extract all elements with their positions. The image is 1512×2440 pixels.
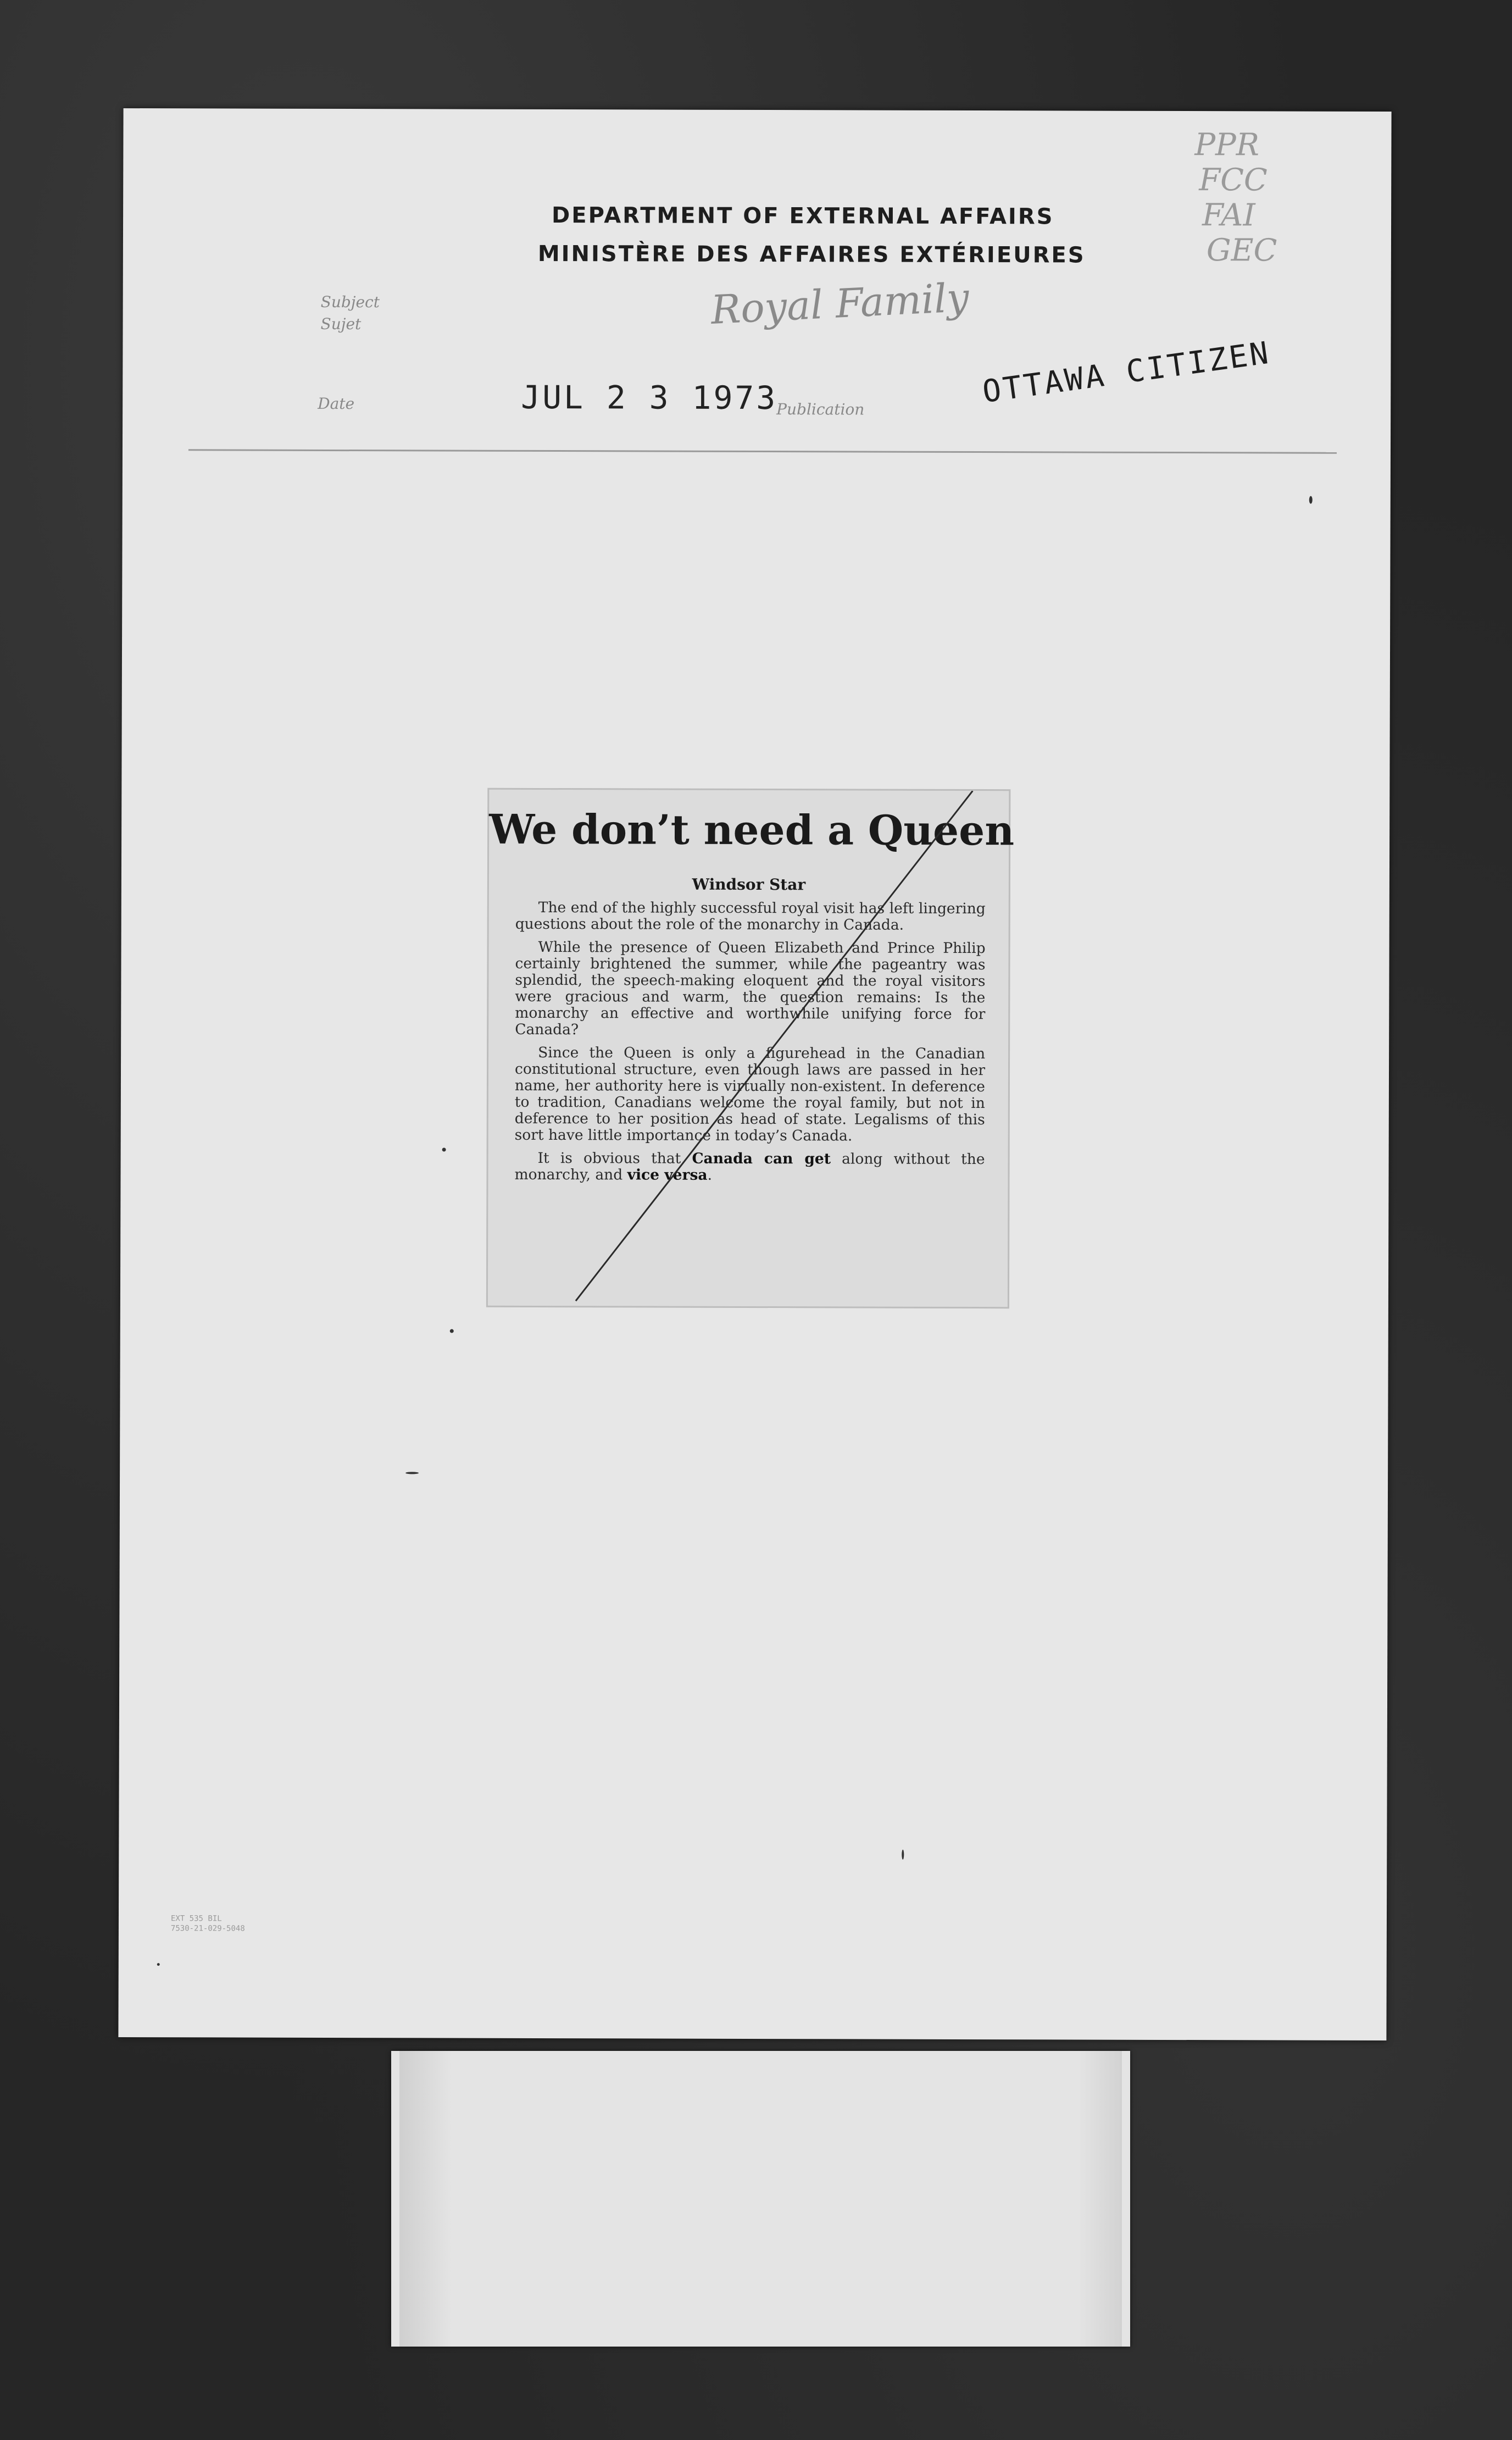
dust-speck [442,1148,446,1152]
department-title-english: DEPARTMENT OF EXTERNAL AFFAIRS [552,203,1054,230]
corner-note: FAI [1202,197,1255,234]
subject-label: Subject [320,292,380,312]
corner-note: FCC [1199,162,1268,198]
form-code-line: 7530-21-029-5048 [170,1924,245,1933]
publication-label: Publication [776,400,865,419]
clipping-paragraph: While the presence of Queen Elizabeth and Prince Philip certainly brightened the summer, while the pageantry was splendid, the speech-making eloquent and the royal visitors were gracious and warm, the question remains: Is the monarchy an effective and worthwhile unifying force for Canada? [515,938,986,1039]
handwritten-corner-notes [1194,127,1327,269]
dust-speck [1309,496,1313,504]
dust-speck [902,1850,904,1860]
clipping-paragraph: Since the Queen is only a figurehead in the Canadian constitutional structure, even though laws are passed in her name, her authority here is virtually non-existent. In deference to tradition, Canadians welcome the royal family, but not in deference to her position as head of state. Legalisms of this sort have little importance in today’s Canada. [514,1044,986,1145]
form-stamp-code [171,1914,245,1933]
final-text-bold: Canada can get [692,1150,831,1168]
lower-card [391,2051,1130,2347]
dust-speck [450,1329,454,1333]
sujet-label: Sujet [320,314,362,334]
corner-note: GEC [1206,232,1277,269]
corner-note: PPR [1194,127,1260,163]
date-label: Date [318,394,355,413]
dust-speck [405,1472,419,1474]
dust-speck [157,1963,160,1966]
final-text-part: It is obvious that [537,1149,692,1167]
pen-strike-mark [488,790,1015,1310]
document-sheet [118,108,1391,2040]
subject-value: Royal Family [709,274,970,334]
clipping-byline: Windsor Star [692,875,806,894]
date-stamp: JUL 2 3 1973 [521,378,778,417]
newspaper-clipping [486,788,1015,1308]
header-divider [188,449,1337,453]
final-text-part: along without the monarchy, and [514,1150,985,1184]
form-code-line: EXT 535 BIL [170,1914,222,1923]
clipping-headline: We don’t need a Queen [489,806,1015,855]
department-title-french: MINISTÈRE DES AFFAIRES EXTÉRIEURES [537,241,1086,268]
final-text-part: . [707,1166,713,1184]
clipping-paragraph: The end of the highly successful royal visit has left lingering questions about the role of the monarchy in Canada. [515,899,986,934]
publication-stamp: OTTAWA CITIZEN [980,335,1273,411]
final-text-bold: vice versa [627,1166,708,1184]
